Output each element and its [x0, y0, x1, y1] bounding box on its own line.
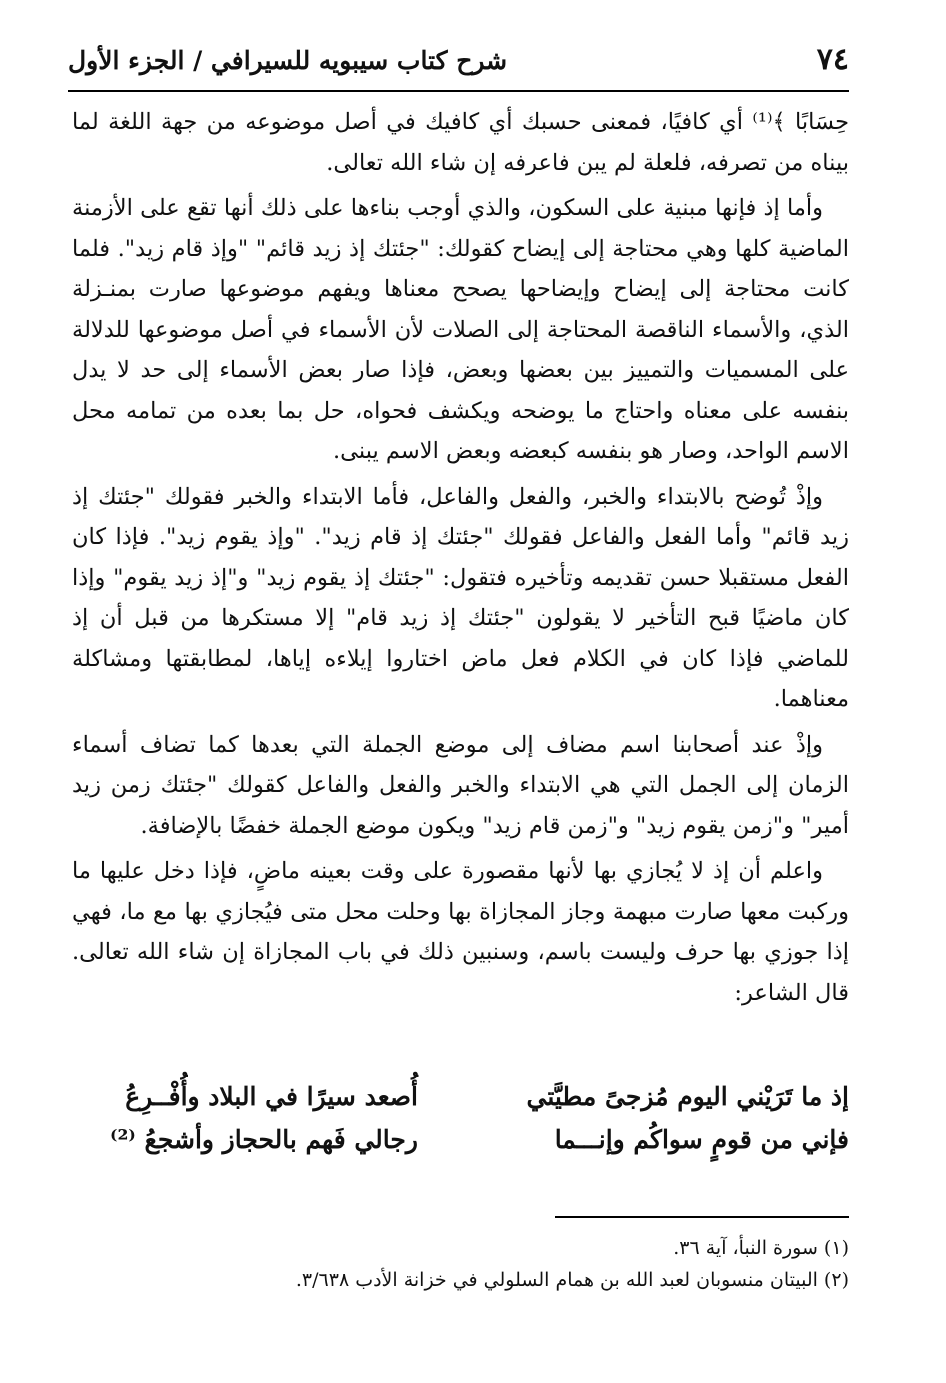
second-hemistichs: [110, 1075, 418, 1161]
hemistich: فإني من قومٍ سواكُم وإنـــما: [554, 1125, 849, 1154]
footnote: (٢) البيتان منسوبان لعبد الله بن همام السلولي في خزانة الأدب ٣/٦٣٨.: [295, 1269, 849, 1291]
hemistich: أُصعد سيرًا في البلاد وأُفْــرِعُ: [125, 1082, 418, 1111]
footnotes: [200, 1232, 849, 1296]
body-text: [72, 102, 849, 1018]
page-number: ٧٤: [816, 42, 849, 77]
hemistich: إذ ما تَرَيْني اليوم مُزجىً مطيَّتي: [526, 1082, 849, 1111]
running-title: شرح كتاب سيبويه للسيرافي / الجزء الأول: [68, 46, 508, 75]
paragraph: وإذْ عند أصحابنا اسم مضاف إلى موضع الجملة التي بعدها كما تضاف أسماء الزمان إلى الجمل التي هي الابتداء والخبر والفعل والفاعل كقولك "جئتك زمن زيد أمير" و"زمن يقوم زيد" و"زمن قام زيد" ويكون موضع الجملة خفضًا بالإضافة.: [72, 731, 849, 839]
poetry-verses: [110, 1075, 849, 1165]
paragraph: وإذْ تُوضح بالابتداء والخبر، والفعل والفاعل، فأما الابتداء والخبر فقولك "جئتك إذ زيد قائم" وأما الفعل والفاعل فقولك "جئتك إذ قام زيد". "وإذ يقوم زيد". فإذا كان الفعل مستقبلا حسن تقديمه وتأخيره فتقول: "جئتك إذ يقوم زيد" و"إذ زيد يقوم" وإذا كان ماضيًا قبح التأخير لا يقولون "جئتك إذ زيد قام" إلا مستكرها من قبل أن إذ للماضي فإذا كان في الكلام فعل ماض اختاروا إيلاءه إياها، لمطابقتها ومشاكلة معناهما.: [72, 483, 849, 712]
paragraph: حِسَابًا ﴾⁽¹⁾ أي كافيًا، فمعنى حسبك أي كافيك في أصل موضوعه من جهة اللغة لما بيناه من تصرفه، فلعلة لم يبن فاعرفه إن شاء الله تعالى.: [72, 109, 849, 176]
footnote: (١) سورة النبأ، آية ٣٦.: [673, 1237, 849, 1259]
header-rule: [68, 90, 849, 92]
first-hemistichs: [527, 1075, 850, 1161]
hemistich: رجالي فَهم بالحجاز وأشجعُ ⁽²⁾: [110, 1125, 418, 1154]
paragraph: وأما إذ فإنها مبنية على السكون، والذي أوجب بناءها على ذلك أنها تقع على الأزمنة الماضية كلها وهي محتاجة إلى إيضاح كقولك: "جئتك إذ زيد قائم" "وإذ قام زيد". فلما كانت محتاجة إلى إيضاح وإيضاحها يصحح معناها ويفهم موضوعها صارت بمنـزلة الذي، والأسماء الناقصة المحتاجة إلى الصلات لأن الأسماء في أصل موضوعها للدلالة على المسميات والتمييز بين بعضها وبعض، فإذا صار بعض الأسماء إلى حد لا يدل بنفسه على معناه واحتاج ما يوضحه ويكشف فحواه، حل بما بعده من تمامه محل الاسم الواحد، وصار هو بنفسه كبعضه وبعض الاسم يبنى.: [72, 195, 849, 464]
paragraph: واعلم أن إذ لا يُجازي بها لأنها مقصورة على وقت بعينه ماضٍ، فإذا دخل عليها ما وركبت معها صارت مبهمة وجاز المجازاة بها وحلت محل متى فيُجازي بها مع ما، فهي إذا جوزي بها حرف وليست باسم، وسنبين ذلك في باب المجازاة إن شاء الله تعالى. قال الشاعر:: [72, 858, 849, 1006]
page-header: [68, 30, 849, 92]
footnote-rule: [555, 1216, 849, 1218]
